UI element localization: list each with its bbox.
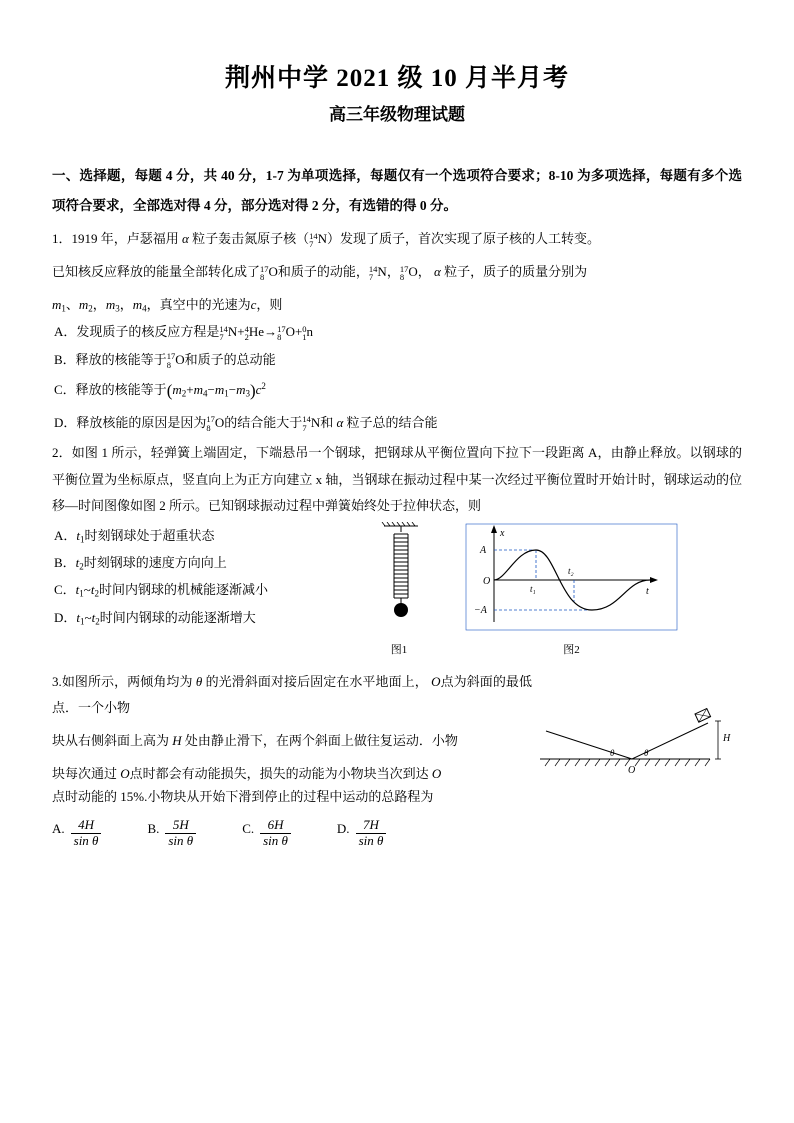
q1-optC-label: C． bbox=[54, 381, 76, 397]
q1-optD-O-nuclide: 17 8 bbox=[206, 414, 215, 433]
q1-optA-text: 发现质子的核反应方程是 bbox=[76, 324, 220, 340]
q1-nitrogen-nuclide: 14 7 bbox=[309, 230, 318, 250]
q1-optB-O-nuclide: 17 8 bbox=[166, 351, 176, 370]
q1-optA-n: n bbox=[306, 324, 314, 340]
q2-optB-text: 时刻钢球的速度方向向上 bbox=[83, 555, 227, 571]
q3-l2-a: 块从右侧斜面上高为 bbox=[52, 733, 170, 749]
q1-stem-part-b: 粒子轰击氮原子核（ bbox=[192, 231, 310, 247]
q1-optD-N-nuclide: 14 7 bbox=[302, 414, 311, 433]
figure-1-svg bbox=[356, 522, 442, 634]
question-2-body bbox=[52, 522, 742, 657]
figure-1-caption: 图1 bbox=[390, 643, 408, 656]
question-2-options bbox=[52, 522, 352, 631]
q1-m4-sub: 4 bbox=[142, 302, 147, 313]
q2-optC-label: C． bbox=[54, 582, 76, 598]
q3-optA-fraction bbox=[71, 818, 102, 849]
question-3-option-a bbox=[52, 818, 103, 849]
figure-2-t1-label: t₁ bbox=[530, 583, 536, 594]
q2-optB-sub: 2 bbox=[79, 561, 84, 572]
question-3-option-d bbox=[337, 818, 388, 849]
question-3-figure bbox=[532, 663, 742, 788]
figure-2-svg bbox=[464, 522, 679, 634]
question-2-option-d bbox=[54, 604, 352, 631]
q2-optA-sub: 1 bbox=[80, 534, 85, 545]
q1-m2-sub: 2 bbox=[88, 302, 93, 313]
q2-optC-sub1: 1 bbox=[79, 588, 84, 599]
q3-optD-num: 7H bbox=[356, 818, 387, 834]
q1-optC-text: 释放的核能等于 bbox=[75, 381, 167, 397]
question-3-option-b bbox=[147, 818, 198, 849]
figure-2-t-label: t bbox=[646, 585, 649, 597]
figure-2-A-label: A bbox=[480, 544, 487, 556]
q3-l2-b: 处由静止滑下，在两个斜面上做往复运动．小物 bbox=[184, 733, 458, 749]
question-3-line1 bbox=[52, 669, 532, 722]
q3-l1-a: 3.如图所示，两倾角均为 bbox=[52, 673, 193, 689]
q3-l1-c: 点为斜面的最低点．一个小物 bbox=[52, 673, 532, 716]
question-1-line2 bbox=[52, 259, 742, 286]
q1-optD-text-d: 粒子总的结合能 bbox=[346, 414, 438, 430]
figure-3-svg bbox=[532, 687, 737, 783]
q1-c-symbol: c bbox=[250, 296, 257, 312]
question-1-option-d bbox=[54, 409, 742, 436]
q2-optC-dash: ~ bbox=[83, 582, 91, 598]
q3-optC-label: C. bbox=[242, 821, 255, 837]
q1-m1: m bbox=[52, 296, 62, 312]
q1-oxygen-symbol: O bbox=[268, 264, 278, 280]
figure-3-O-label: O bbox=[628, 764, 636, 776]
q1-optD-N: N bbox=[310, 414, 321, 430]
question-1-line3: $m_1$、$m_2$，$m_3$，$m_4$，真空中的光速为c，则 bbox=[52, 296, 283, 313]
question-2-option-c bbox=[54, 576, 352, 603]
question-3-line2 bbox=[52, 728, 532, 755]
q3-optD-den: sin θ bbox=[358, 833, 384, 849]
q1-stem-part-c: ）发现了质子，首次实现了原子核的人工转变。 bbox=[327, 231, 601, 247]
q2-optA-text: 时刻钢球处于超重状态 bbox=[84, 527, 215, 543]
q3-optC-fraction bbox=[260, 818, 291, 849]
q1-optA-O: O bbox=[285, 324, 295, 340]
section-1-heading: 一、选择题，每题 4 分，共 40 分，1-7 为单项选择，每题仅有一个选项符合要求；8-10 为多项选择，每题有多个选项符合要求，全部选对得 4 分，部分选对得 2 分，有选错的得 0 分。 bbox=[52, 168, 742, 213]
q1-optD-text-b: 的结合能大于 bbox=[224, 414, 303, 430]
question-1-option-b bbox=[54, 346, 742, 373]
q3-optA-den: sin θ bbox=[73, 833, 99, 849]
q2-optD-label: D． bbox=[54, 609, 77, 625]
q1-optD-O: O bbox=[214, 414, 225, 430]
q3-optB-label: B. bbox=[147, 821, 160, 837]
q1-nitrogen-nuclide-2: 14 7 bbox=[368, 263, 378, 283]
q2-optB-label: B． bbox=[54, 555, 76, 571]
q1-l2-comma2: ， bbox=[417, 264, 431, 280]
figure-2-caption: 图2 bbox=[563, 643, 580, 656]
question-3-line4: 点时动能的 15%.小物块从开始下滑到停止的过程中运动的总路程为 bbox=[52, 788, 434, 804]
q3-O-3: O bbox=[431, 765, 442, 781]
q1-oxygen-nuclide: 17 8 bbox=[260, 263, 269, 283]
q1-stem-part-a: 1．1919 年，卢瑟福用 bbox=[52, 231, 179, 247]
question-3-options bbox=[52, 818, 742, 849]
figure-2-t2-label: t₂ bbox=[568, 565, 574, 576]
figure-2-displacement-time-graph bbox=[464, 522, 679, 657]
figure-2-origin-label: O bbox=[483, 575, 491, 587]
question-3-option-c bbox=[242, 818, 293, 849]
q1-oxygen-symbol-2: O bbox=[408, 264, 418, 280]
q3-optC-den: sin θ bbox=[263, 833, 288, 849]
q2-optD-t2: t bbox=[91, 609, 96, 625]
q1-optA-O-nuclide: 17 8 bbox=[277, 323, 286, 343]
q1-optA-arrow: → bbox=[264, 324, 278, 340]
q2-optD-sub1: 1 bbox=[80, 615, 85, 626]
q3-H-1: H bbox=[172, 733, 182, 749]
q3-theta-1: θ bbox=[195, 673, 203, 689]
question-3-text bbox=[52, 663, 532, 788]
figure-1-spring-mass bbox=[356, 522, 442, 657]
figure-3-H-label: H bbox=[723, 732, 731, 744]
q1-alpha-symbol: α bbox=[182, 231, 189, 247]
question-1-option-c: C．释放的核能等于$(m_2+m_4-m_1-m_3)c^2$ bbox=[54, 373, 742, 409]
q1-oxygen-nuclide-2: 17 8 bbox=[399, 263, 409, 283]
q1-optA-He-nuclide: 4 2 bbox=[244, 323, 249, 343]
q3-optD-label: D. bbox=[336, 821, 350, 837]
q3-optA-label: A. bbox=[52, 821, 65, 837]
q1-optB-label: B． bbox=[54, 351, 76, 367]
q2-optC-sub2: 2 bbox=[94, 588, 99, 599]
q1-l2-a: 已知核反应释放的能量全部转化成了 bbox=[52, 264, 261, 280]
q1-optB-text-b: 和质子的总动能 bbox=[184, 351, 276, 367]
question-2-option-a bbox=[54, 522, 352, 549]
q2-optD-dash: ~ bbox=[84, 609, 92, 625]
q2-optD-sub2: 2 bbox=[95, 615, 100, 626]
q1-l2-comma1: ， bbox=[386, 264, 400, 280]
q2-optC-t1: t bbox=[75, 582, 80, 598]
q1-optB-O: O bbox=[175, 351, 185, 367]
q1-nitrogen-symbol-2: N bbox=[377, 264, 387, 280]
question-1-option-a: A．发现质子的核反应方程是 14 7 N+ 4 2 He→ 17 8 O+ 0 1 n bbox=[54, 318, 742, 345]
q1-optD-label: D． bbox=[54, 414, 77, 430]
q1-optD-text-a: 释放核能的原因是因为 bbox=[76, 414, 207, 430]
figure-2-x-label: x bbox=[500, 527, 505, 539]
q3-optB-den: sin θ bbox=[168, 833, 194, 849]
q2-optD-text: 时间内钢球的动能逐渐增大 bbox=[99, 609, 256, 625]
q3-optA-num: 4H bbox=[71, 818, 102, 834]
q3-optC-num: 6H bbox=[260, 818, 291, 834]
q1-m4: m bbox=[132, 296, 143, 312]
q2-optA-label: A． bbox=[54, 527, 77, 543]
q1-optA-N: N bbox=[227, 324, 238, 340]
q1-optD-text-c: 和 bbox=[320, 414, 334, 430]
q1-optD-alpha: α bbox=[336, 414, 344, 430]
q3-l3-a: 块每次通过 bbox=[52, 765, 118, 781]
page-title: 荆州中学 2021 级 10 月半月考 bbox=[224, 65, 569, 92]
q1-optA-He: He bbox=[248, 324, 265, 340]
figure-3-theta-left: θ bbox=[610, 747, 615, 758]
q3-O-2: O bbox=[120, 765, 130, 781]
q1-m2: m bbox=[78, 296, 89, 312]
q2-optD-t1: t bbox=[76, 609, 81, 625]
question-2-figures bbox=[352, 522, 742, 657]
q1-optA-N-nuclide: 14 7 bbox=[219, 323, 228, 343]
q1-m3-sub: 3 bbox=[115, 302, 120, 313]
q3-optD-fraction bbox=[356, 818, 387, 849]
q3-O-1: O bbox=[431, 673, 441, 689]
q2-optC-text: 时间内钢球的机械能逐渐减小 bbox=[98, 582, 268, 598]
q1-optA-n-nuclide: 0 1 bbox=[302, 323, 307, 343]
q1-nitrogen-symbol: N bbox=[317, 231, 327, 247]
question-3-body bbox=[52, 663, 742, 788]
q1-optA-label: A． bbox=[54, 324, 77, 340]
q3-optB-num: 5H bbox=[165, 818, 196, 834]
question-2-option-b bbox=[54, 549, 352, 576]
q3-l3-b: 点时都会有动能损失，损失的动能为小物块当次到达 bbox=[129, 765, 429, 781]
q1-l3-end: ，则 bbox=[256, 296, 283, 312]
q1-alpha-symbol-2: α bbox=[433, 264, 441, 280]
q2-optC-t2: t bbox=[90, 582, 95, 598]
figure-3-theta-right: θ bbox=[644, 747, 649, 758]
q1-optB-text-a: 释放的核能等于 bbox=[75, 351, 167, 367]
q1-m3: m bbox=[105, 296, 116, 312]
q1-l2-b: 和质子的动能， bbox=[277, 264, 369, 280]
question-2-stem: 2．如图 1 所示，轻弹簧上端固定，下端悬吊一个钢球，把钢球从平衡位置向下拉下一段距离 A，由静止释放。以钢球的平衡位置为坐标原点，竖直向上为正方向建立 x 轴，当钢球在振动过程中某一次经过平衡位置时开始计时，钢球运动的位移—时间图像如图 2 所示。已知钢球振动过程中弹簧始终处于拉伸状态，则 bbox=[52, 444, 742, 514]
q3-optB-fraction bbox=[165, 818, 196, 849]
figure-2-negA-label: −A bbox=[474, 604, 487, 616]
q1-l3-tail: ，真空中的光速为 bbox=[146, 296, 251, 312]
q2-optA-t: t bbox=[76, 527, 81, 543]
q1-m1-sub: 1 bbox=[61, 302, 66, 313]
question-1-stem bbox=[52, 226, 742, 253]
q1-l2-c: 粒子，质子的质量分别为 bbox=[444, 264, 588, 280]
q3-l1-b: 的光滑斜面对接后固定在水平地面上， bbox=[205, 673, 428, 689]
page-subtitle: 高三年级物理试题 bbox=[329, 105, 465, 124]
q2-optB-t: t bbox=[75, 555, 80, 571]
